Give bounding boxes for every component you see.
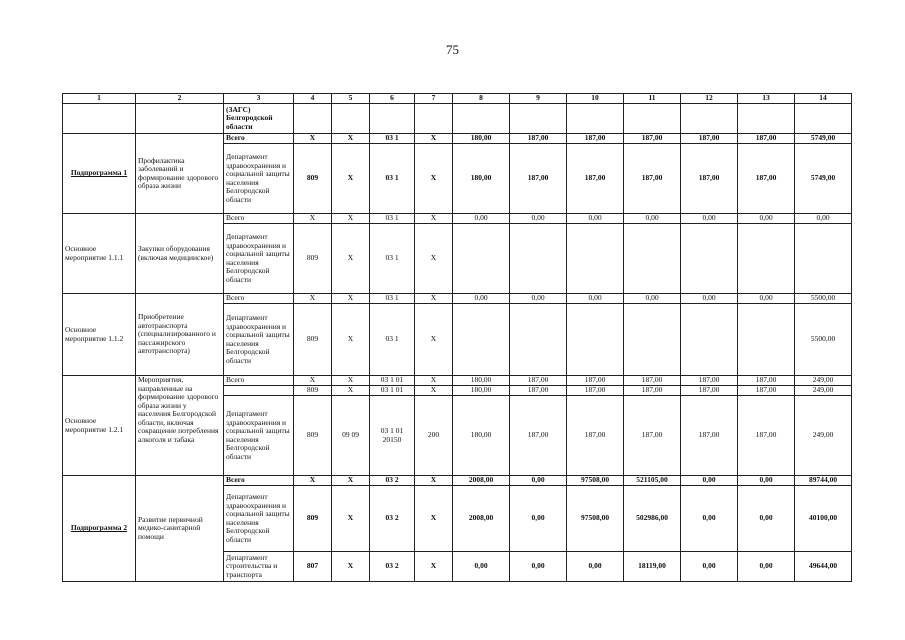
cell: 2008,00 xyxy=(453,486,510,552)
header-cell: 7 xyxy=(415,94,453,104)
cell: 0,00 xyxy=(738,294,795,304)
cell: 187,00 xyxy=(738,144,795,214)
header-cell: 6 xyxy=(370,94,415,104)
dept-name: Департамент строительства и транспорта xyxy=(224,552,294,582)
cell: 0,00 xyxy=(453,214,510,224)
total-label: Всего xyxy=(224,294,294,304)
cell: X xyxy=(294,294,332,304)
cell: 809 xyxy=(294,144,332,214)
cell: 0,00 xyxy=(681,214,738,224)
cell: X xyxy=(332,144,370,214)
measure-desc: Закупки оборудования (включая медицинское) xyxy=(136,214,224,294)
cell: 180,00 xyxy=(453,134,510,144)
total-label: Всего xyxy=(224,134,294,144)
cell: X xyxy=(332,376,370,386)
cell: 249,00 xyxy=(795,386,852,396)
cell: 187,00 xyxy=(624,386,681,396)
cell: 03 1 xyxy=(370,214,415,224)
cell: 187,00 xyxy=(624,134,681,144)
dept-name: Департамент здравоохранения и социальной защиты населения Белгородской области xyxy=(224,144,294,214)
cell: 49644,00 xyxy=(795,552,852,582)
cell: 03 2 xyxy=(370,552,415,582)
cell: 187,00 xyxy=(681,144,738,214)
measure-name: Основное мероприятие 1.1.1 xyxy=(63,214,136,294)
cell: 187,00 xyxy=(738,396,795,476)
cell: 03 1 xyxy=(370,294,415,304)
program-desc: Развитие первичной медико-санитарной помощи xyxy=(136,476,224,582)
cell: X xyxy=(294,476,332,486)
cell: X xyxy=(415,224,453,294)
cell: 03 2 xyxy=(370,486,415,552)
header-cell: 12 xyxy=(681,94,738,104)
cell: X xyxy=(332,224,370,294)
cell: 187,00 xyxy=(510,386,567,396)
cell: 0,00 xyxy=(453,552,510,582)
cell: 0,00 xyxy=(795,214,852,224)
cell: 180,00 xyxy=(453,396,510,476)
measure-desc: Приобретение автотранспорта (специализированного и пассажирского автотранспорта) xyxy=(136,294,224,376)
header-cell: 10 xyxy=(567,94,624,104)
cell: 809 xyxy=(294,224,332,294)
cell: X xyxy=(415,134,453,144)
cell: 187,00 xyxy=(567,144,624,214)
cell: 187,00 xyxy=(681,376,738,386)
table-row xyxy=(63,294,852,304)
cell: 249,00 xyxy=(795,396,852,476)
cell: 09 09 xyxy=(332,396,370,476)
cell: 0,00 xyxy=(738,486,795,552)
header-cell: 5 xyxy=(332,94,370,104)
cell: 809 xyxy=(294,486,332,552)
measure-desc: Мероприятия, направленные на формирование здорового образа жизни у населения Белгородской области, включая сокращение потребления алкоголя и табака xyxy=(136,376,224,476)
cell: 0,00 xyxy=(453,294,510,304)
cell: 0,00 xyxy=(567,214,624,224)
cell: 0,00 xyxy=(567,552,624,582)
cell: 0,00 xyxy=(510,294,567,304)
cell: 97508,00 xyxy=(567,476,624,486)
cell: 809 xyxy=(294,396,332,476)
dept-name: Департамент здравоохранения и социальной защиты населения Белгородской области xyxy=(224,486,294,552)
dept-name: Департамент здравоохранения и социальной защиты населения Белгородской области xyxy=(224,224,294,294)
cell: X xyxy=(332,552,370,582)
total-label: Всего xyxy=(224,476,294,486)
cell: X xyxy=(332,476,370,486)
cell: 187,00 xyxy=(681,134,738,144)
cell: X xyxy=(415,552,453,582)
cell: X xyxy=(415,304,453,376)
header-cell: 8 xyxy=(453,94,510,104)
cell: X xyxy=(332,386,370,396)
cell: 03 1 xyxy=(370,134,415,144)
cell: 0,00 xyxy=(738,552,795,582)
cell: 187,00 xyxy=(624,376,681,386)
cell: 187,00 xyxy=(510,376,567,386)
cell: 502986,00 xyxy=(624,486,681,552)
total-label: Всего xyxy=(224,376,294,386)
cell: X xyxy=(415,376,453,386)
cell: 187,00 xyxy=(510,134,567,144)
cell: X xyxy=(332,134,370,144)
cell: X xyxy=(294,214,332,224)
table-row xyxy=(63,134,852,144)
cell: 03 2 xyxy=(370,476,415,486)
cell: 809 xyxy=(294,304,332,376)
header-cell: 1 xyxy=(63,94,136,104)
cell: 249,00 xyxy=(795,376,852,386)
cell: 521105,00 xyxy=(624,476,681,486)
cell: 0,00 xyxy=(510,486,567,552)
cell: 180,00 xyxy=(453,386,510,396)
cell: 5500,00 xyxy=(795,294,852,304)
cell: 0,00 xyxy=(681,294,738,304)
cell: 187,00 xyxy=(567,386,624,396)
cell: 0,00 xyxy=(624,294,681,304)
cell: 180,00 xyxy=(453,376,510,386)
cell: 0,00 xyxy=(510,552,567,582)
program-name: Подпрограмма 1 xyxy=(63,134,136,214)
cell: X xyxy=(415,214,453,224)
cell: 0,00 xyxy=(681,476,738,486)
carryover-text: (ЗАГС) Белгородской области xyxy=(224,104,294,134)
measure-name: Основное мероприятие 1.1.2 xyxy=(63,294,136,376)
cell: 0,00 xyxy=(567,294,624,304)
cell: 187,00 xyxy=(510,396,567,476)
total-label: Всего xyxy=(224,214,294,224)
cell: 03 1 01 xyxy=(370,386,415,396)
cell: 03 1 xyxy=(370,304,415,376)
cell: X xyxy=(415,386,453,396)
dept-name: Департамент здравоохранения и социальной защиты населения Белгородской области xyxy=(224,304,294,376)
cell: 807 xyxy=(294,552,332,582)
cell: X xyxy=(294,376,332,386)
cell: 03 1 01 20150 xyxy=(370,396,415,476)
cell: 187,00 xyxy=(567,396,624,476)
cell: 0,00 xyxy=(624,214,681,224)
header-cell: 3 xyxy=(224,94,294,104)
cell: X xyxy=(332,214,370,224)
header-cell: 4 xyxy=(294,94,332,104)
cell: 5749,00 xyxy=(795,134,852,144)
table-row xyxy=(63,104,852,134)
cell: 0,00 xyxy=(738,214,795,224)
budget-table xyxy=(62,93,852,582)
cell: X xyxy=(415,144,453,214)
header-row xyxy=(63,94,852,104)
cell: X xyxy=(332,304,370,376)
cell: X xyxy=(415,476,453,486)
cell: 5749,00 xyxy=(795,144,852,214)
cell: 89744,00 xyxy=(795,476,852,486)
cell: 187,00 xyxy=(510,144,567,214)
cell: 0,00 xyxy=(681,486,738,552)
cell: 0,00 xyxy=(510,214,567,224)
cell: 03 1 01 xyxy=(370,376,415,386)
cell: 2008,00 xyxy=(453,476,510,486)
cell: 40100,00 xyxy=(795,486,852,552)
dept-name: Департамент здравоохранения и социальной защиты населения Белгородской области xyxy=(224,396,294,476)
cell: X xyxy=(332,294,370,304)
cell: 187,00 xyxy=(681,396,738,476)
cell: 0,00 xyxy=(510,476,567,486)
cell: 5500,00 xyxy=(795,304,852,376)
cell: 97508,00 xyxy=(567,486,624,552)
cell: 187,00 xyxy=(624,396,681,476)
table-row xyxy=(63,476,852,486)
cell: 187,00 xyxy=(738,386,795,396)
cell: X xyxy=(332,486,370,552)
cell: 0,00 xyxy=(681,552,738,582)
table-row xyxy=(63,214,852,224)
cell: 18119,00 xyxy=(624,552,681,582)
header-cell: 9 xyxy=(510,94,567,104)
header-cell: 11 xyxy=(624,94,681,104)
program-name: Подпрограмма 2 xyxy=(63,476,136,582)
program-desc: Профилактика заболеваний и формирование здорового образа жизни xyxy=(136,134,224,214)
header-cell: 13 xyxy=(738,94,795,104)
cell: 187,00 xyxy=(738,134,795,144)
page-number: 75 xyxy=(446,42,459,57)
header-cell: 14 xyxy=(795,94,852,104)
cell: X xyxy=(415,486,453,552)
cell: 187,00 xyxy=(738,376,795,386)
measure-name: Основное мероприятие 1.2.1 xyxy=(63,376,136,476)
header-cell: 2 xyxy=(136,94,224,104)
cell: 187,00 xyxy=(624,144,681,214)
cell: 187,00 xyxy=(681,386,738,396)
cell: 0,00 xyxy=(738,476,795,486)
table-row xyxy=(63,376,852,386)
cell: 03 1 xyxy=(370,144,415,214)
cell: X xyxy=(294,134,332,144)
cell: 200 xyxy=(415,396,453,476)
cell: 809 xyxy=(294,386,332,396)
cell: X xyxy=(415,294,453,304)
cell: 187,00 xyxy=(567,134,624,144)
cell: 180,00 xyxy=(453,144,510,214)
cell: 03 1 xyxy=(370,224,415,294)
cell: 187,00 xyxy=(567,376,624,386)
